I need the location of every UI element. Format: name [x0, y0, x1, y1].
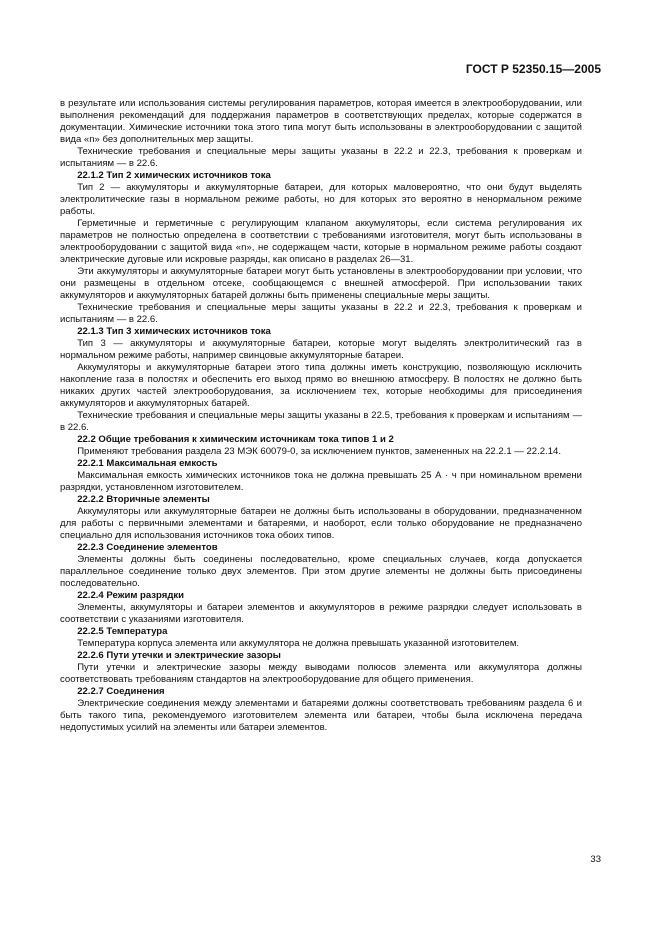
section-heading: 22.2.7 Соединения: [77, 686, 165, 697]
paragraph: Герметичные и герметичные с регулирующим клапаном аккумуляторы, если система регулирования их параметров не полностью определена в соответствии с требованиями изготовителя, могут быть использованы в электрооборудовании с защитой вида «n», не содержащем части, которые в нормальном режиме работы создают электрические дуговые или искровые разряды, как описано в разделах 26—31.: [60, 218, 582, 265]
paragraph: Технические требования и специальные меры защиты указаны в 22.2 и 22.3, требования к проверкам и испытаниям — в 22.6.: [60, 146, 582, 169]
page-number: 33: [590, 854, 601, 865]
section-heading: 22.1.2 Тип 2 химических источников тока: [77, 170, 271, 181]
paragraph: Аккумуляторы или аккумуляторные батареи не должны быть использованы в оборудовании, предназначенном для работы с первичными элементами и батареями, и наоборот, если только оборудование не предназначено специально для использования источников тока обоих типов.: [60, 506, 582, 541]
paragraph: Технические требования и специальные меры защиты указаны в 22.5, требования к проверкам и испытаниям — в 22.6.: [60, 410, 582, 433]
section-heading: 22.2 Общие требования к химическим источникам тока типов 1 и 2: [77, 434, 394, 445]
section-heading: 22.2.1 Максимальная емкость: [77, 458, 218, 469]
paragraph: Применяют требования раздела 23 МЭК 60079-0, за исключением пунктов, замененных на 22.2.1 — 22.2.14.: [77, 446, 561, 457]
section-heading: 22.2.3 Соединение элементов: [77, 542, 218, 553]
paragraph: Тип 3 — аккумуляторы и аккумуляторные батареи, которые могут выделять электролитический газ в нормальном режиме работы, например свинцовые аккумуляторные батареи.: [60, 338, 582, 361]
paragraph: Температура корпуса элемента или аккумулятора не должна превышать указанной изготовителем.: [77, 638, 520, 649]
section-heading: 22.1.3 Тип 3 химических источников тока: [77, 326, 271, 337]
paragraph: Элементы, аккумуляторы и батареи элементов и аккумуляторов в режиме разрядки следует использовать в соответствии с указаниями изготовителя.: [60, 602, 582, 625]
section-heading: 22.2.5 Температура: [77, 626, 168, 637]
paragraph: Тип 2 — аккумуляторы и аккумуляторные батареи, для которых маловероятно, что они будут выделять электролитические газы в нормальном режиме работы, но для которых это вероятно в ненормальном режиме работы.: [60, 182, 582, 217]
paragraph: Эти аккумуляторы и аккумуляторные батареи могут быть установлены в электрооборудовании при условии, что они размещены в отдельном отсеке, сообщающемся с внешней атмосферой. При использовании таких аккумуляторов и аккумуляторных батарей должны быть применены специальные меры защиты.: [60, 266, 582, 301]
document-body: [60, 98, 582, 734]
document-id-header: ГОСТ Р 52350.15—2005: [465, 62, 601, 76]
section-heading: 22.2.6 Пути утечки и электрические зазоры: [77, 650, 281, 661]
paragraph: Электрические соединения между элементами и батареями должны соответствовать требованиям раздела 6 и быть такого типа, рекомендуемого изготовителем элемента или батареи, чтобы была исключена передача недопустимых усилий на элементы или батареи элементов.: [60, 698, 582, 733]
paragraph: Пути утечки и электрические зазоры между выводами полюсов элемента или аккумулятора должны соответствовать требованиям стандартов на электрооборудование для общего применения.: [60, 662, 582, 685]
paragraph: Элементы должны быть соединены последовательно, кроме специальных случаев, когда допускается параллельное соединение только двух элементов. При этом другие элементы не должны быть присоединены последовательно.: [60, 554, 582, 589]
section-heading: 22.2.2 Вторичные элементы: [77, 494, 210, 505]
section-heading: 22.2.4 Режим разрядки: [77, 590, 185, 601]
paragraph: Технические требования и специальные меры защиты указаны в 22.2 и 22.3, требования к проверкам и испытаниям — в 22.6.: [60, 302, 582, 325]
paragraph: в результате или использования системы регулирования параметров, которая имеется в электрооборудовании, или выполнения рекомендаций для поддержания параметров в соответствующих пределах, которые содержатся в документации. Химические источники тока этого типа могут быть использованы в электрооборудовании с защитой вида «n» без дополнительных мер защиты.: [60, 98, 582, 145]
paragraph: Максимальная емкость химических источников тока не должна превышать 25 А · ч при номинальном времени разрядки, установленном изготовителем.: [60, 470, 582, 493]
paragraph: Аккумуляторы и аккумуляторные батареи этого типа должны иметь конструкцию, позволяющую исключить накопление газа в полостях и обеспечить его выход прямо во внешнюю атмосферу. В полостях не должно быть никаких других частей электрооборудования, за исключением тех, которые необходимы для присоединения аккумуляторов и аккумуляторных батарей.: [60, 362, 582, 409]
